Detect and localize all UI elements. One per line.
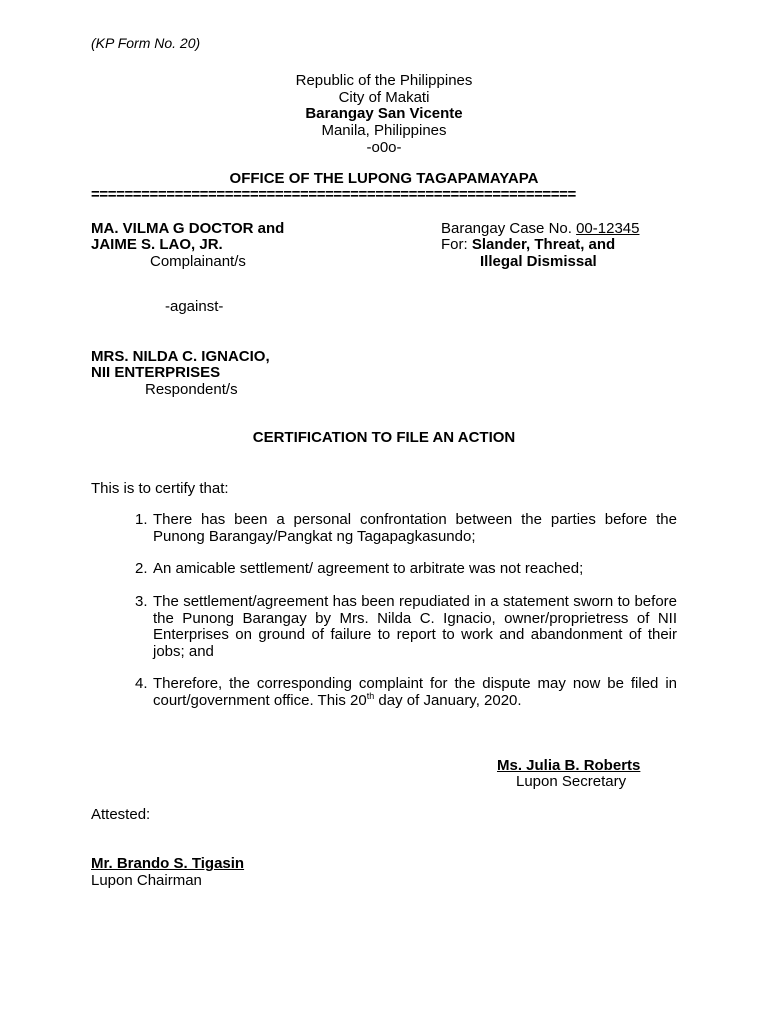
ordinal-suffix: th xyxy=(366,690,375,701)
list-item xyxy=(135,593,677,660)
header-country: Republic of the Philippines xyxy=(295,72,473,89)
complainant-role: Complainant/s xyxy=(150,253,246,270)
certification-title: CERTIFICATION TO FILE AN ACTION xyxy=(252,429,516,446)
list-item-number: 3. xyxy=(135,593,148,610)
attested-label: Attested: xyxy=(91,806,151,823)
list-item-text: There has been a personal confrontation between the parties before the Punong Barangay/Pangkat ng Tagapagkasundo; xyxy=(153,511,677,545)
list-item-number: 4. xyxy=(135,675,148,692)
secretary-name: Ms. Julia B. Roberts xyxy=(497,757,641,774)
chairman-title: Lupon Chairman xyxy=(91,872,202,889)
list-item-text-end: day of January, 2020. xyxy=(374,691,522,709)
respondent-name-2: NII ENTERPRISES xyxy=(91,364,221,381)
case-number-label: Barangay Case No. xyxy=(441,220,572,237)
complainant-name-1: MA. VILMA G DOCTOR and xyxy=(91,220,285,237)
respondent-name-1: MRS. NILDA C. IGNACIO, xyxy=(91,348,270,365)
header-location: Manila, Philippines xyxy=(321,122,447,139)
list-item-number: 2. xyxy=(135,560,148,577)
list-item-text: Therefore, the corresponding complaint for the dispute may now be filed in court/government office. This 20 xyxy=(153,675,677,709)
against-label: -against- xyxy=(165,298,224,315)
complainant-name-2: JAIME S. LAO, JR. xyxy=(91,236,223,253)
list-item xyxy=(135,675,677,709)
case-nature-1: Slander, Threat, and xyxy=(471,236,616,253)
case-number: 00-12345 xyxy=(576,220,640,237)
case-nature-2: Illegal Dismissal xyxy=(480,253,597,270)
list-item-number: 1. xyxy=(135,511,148,528)
header-ornament: -o0o- xyxy=(366,139,402,156)
intro-text: This is to certify that: xyxy=(91,480,229,497)
chairman-name: Mr. Brando S. Tigasin xyxy=(91,855,245,872)
office-title: OFFICE OF THE LUPONG TAGAPAMAYAPA xyxy=(229,170,539,187)
kp-form-label: (KP Form No. 20) xyxy=(91,35,201,51)
list-item-text: The settlement/agreement has been repudiated in a statement sworn to before the Punong Barangay by Mrs. Nilda C. Ignacio, owner/proprietress of NII Enterprises on ground of failure to report to work and abandonment of their jobs; and xyxy=(153,593,677,660)
secretary-title: Lupon Secretary xyxy=(516,773,627,790)
list-item xyxy=(135,560,677,578)
list-item-text: An amicable settlement/ agreement to arbitrate was not reached; xyxy=(153,560,584,577)
header-barangay: Barangay San Vicente xyxy=(305,105,463,122)
respondent-role: Respondent/s xyxy=(145,381,238,398)
case-for-label: For: xyxy=(441,236,468,253)
header-divider: ========================================================== xyxy=(91,186,576,203)
list-item xyxy=(135,511,677,545)
header-city: City of Makati xyxy=(338,89,430,106)
